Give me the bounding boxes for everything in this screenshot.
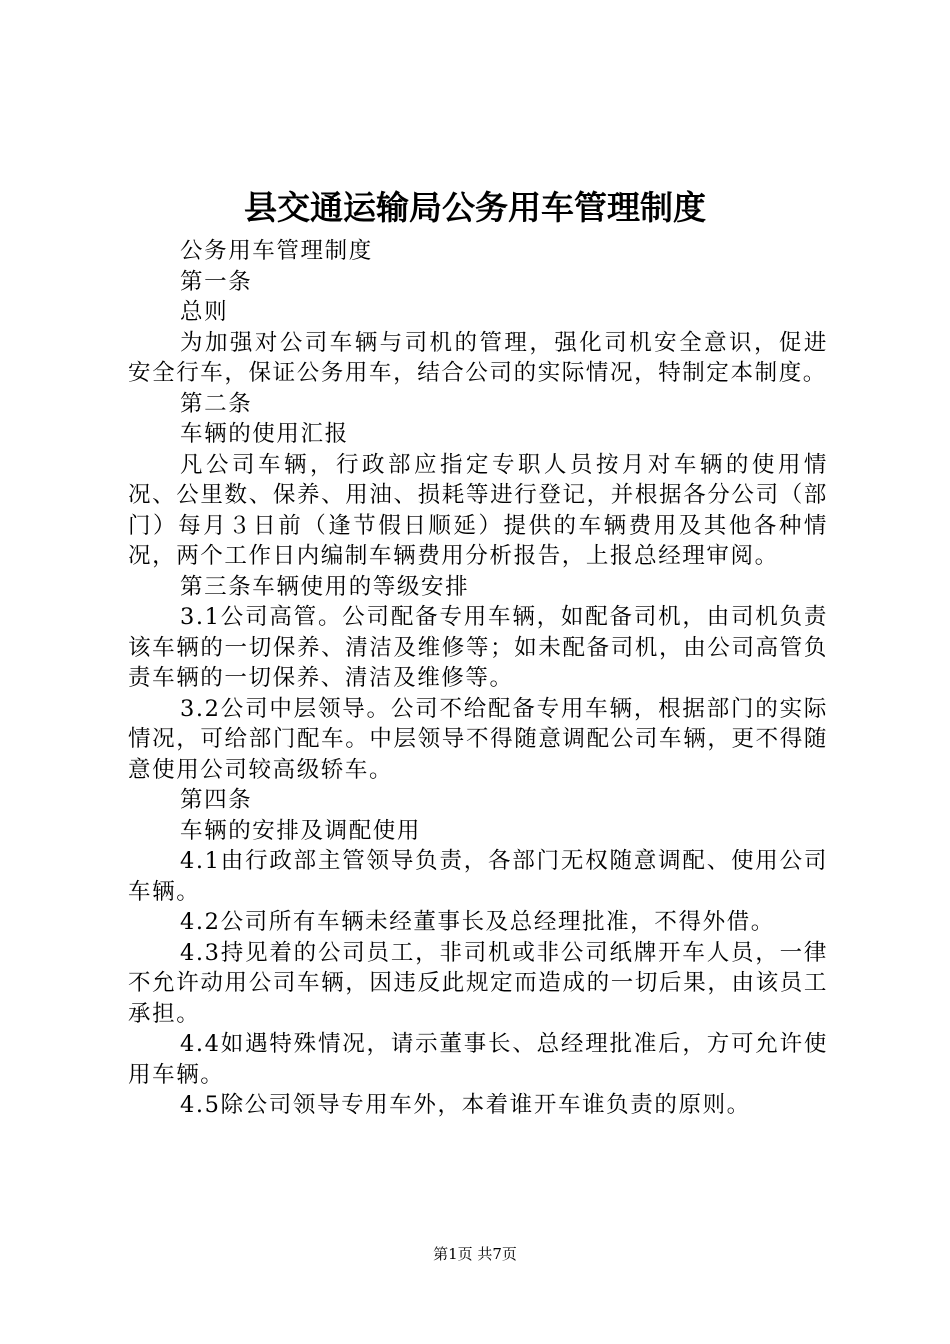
paragraph: 凡公司车辆，行政部应指定专职人员按月对车辆的使用情况、公里数、保养、用油、损耗等进行登记，并根据各分公司（部门）每月３日前（逢节假日顺延）提供的车辆费用及其他各种情况，两个工作日内编制车辆费用分析报告，上报总经理审阅。 [128,451,828,569]
paragraph: 第三条车辆使用的等级安排 [180,573,470,600]
paragraph: 3.2公司中层领导。公司不给配备专用车辆，根据部门的实际情况，可给部门配车。中层领导不得随意调配公司车辆，更不得随意使用公司较高级轿车。 [128,695,828,783]
paragraph: 公务用车管理制度 [180,238,373,264]
paragraph: 4.3持见着的公司员工，非司机或非公司纸牌开车人员，一律不允许动用公司车辆，因违反此规定而造成的一切后果，由该员工承担。 [128,939,828,1027]
document-title: 县交通运输局公务用车管理制度 [244,188,706,227]
paragraph: 4.4如遇特殊情况，请示董事长、总经理批准后，方可允许使用车辆。 [128,1031,828,1088]
paragraph: 为加强对公司车辆与司机的管理，强化司机安全意识，促进安全行车，保证公务用车，结合公司的实际情况，特制定本制度。 [128,329,828,386]
paragraph: 第一条 [180,268,253,295]
page-footer: 第1页 共7页 [433,1245,517,1263]
paragraph: 总则 [180,299,229,325]
paragraph: 4.1由行政部主管领导负责，各部门无权随意调配、使用公司车辆。 [128,848,828,905]
paragraph: 第二条 [180,390,253,417]
paragraph: 4.5除公司领导专用车外，本着谁开车谁负责的原则。 [180,1092,751,1118]
paragraph: 车辆的安排及调配使用 [180,817,422,844]
paragraph: 3.1公司高管。公司配备专用车辆，如配备司机，由司机负责该车辆的一切保养、清洁及维修等；如未配备司机，由公司高管负责车辆的一切保养、清洁及维修等。 [128,604,828,691]
paragraph: 车辆的使用汇报 [180,421,349,447]
paragraph: 第四条 [180,787,253,813]
document-body [128,236,828,1121]
paragraph: 4.2公司所有车辆未经董事长及总经理批准，不得外借。 [180,909,775,935]
